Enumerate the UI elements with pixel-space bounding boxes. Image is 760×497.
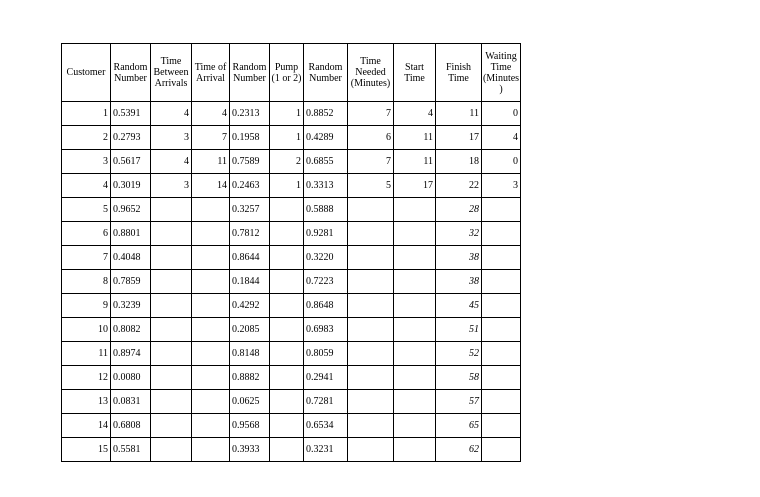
cell-time-needed: 6	[348, 126, 394, 150]
column-header-line: Time	[448, 72, 469, 84]
cell-random-number-3: 0.7281	[304, 390, 348, 414]
column-header-line: Time	[404, 72, 425, 84]
cell-time-between-arrivals	[151, 438, 192, 462]
cell-random-number-3: 0.8059	[304, 342, 348, 366]
cell-time-needed: 7	[348, 150, 394, 174]
cell-time-between-arrivals: 3	[151, 174, 192, 198]
cell-finish-time: 28	[436, 198, 482, 222]
cell-pump	[270, 438, 304, 462]
cell-time-of-arrival	[192, 246, 230, 270]
column-header-random-number-1	[111, 44, 151, 102]
cell-time-between-arrivals	[151, 342, 192, 366]
column-header-time-between-arrivals	[151, 44, 192, 102]
cell-time-of-arrival: 7	[192, 126, 230, 150]
cell-random-number-3: 0.6855	[304, 150, 348, 174]
table-header-row	[62, 44, 521, 102]
table-row	[62, 270, 521, 294]
cell-start-time	[394, 342, 436, 366]
table-row	[62, 342, 521, 366]
cell-random-number-2: 0.3933	[230, 438, 270, 462]
cell-random-number-1: 0.2793	[111, 126, 151, 150]
cell-finish-time: 38	[436, 246, 482, 270]
cell-random-number-3: 0.3231	[304, 438, 348, 462]
cell-customer: 9	[62, 294, 111, 318]
column-header-random-number-2	[230, 44, 270, 102]
cell-customer: 15	[62, 438, 111, 462]
cell-finish-time: 32	[436, 222, 482, 246]
cell-customer: 11	[62, 342, 111, 366]
simulation-table	[61, 43, 521, 462]
column-header-line: Number	[114, 72, 147, 84]
column-header-line: Pump	[274, 61, 299, 73]
table-row	[62, 438, 521, 462]
cell-random-number-2: 0.3257	[230, 198, 270, 222]
cell-waiting-time: 4	[482, 126, 521, 150]
cell-start-time: 17	[394, 174, 436, 198]
cell-random-number-3: 0.5888	[304, 198, 348, 222]
cell-time-of-arrival	[192, 198, 230, 222]
cell-random-number-1: 0.8801	[111, 222, 151, 246]
cell-start-time	[394, 222, 436, 246]
cell-customer: 3	[62, 150, 111, 174]
cell-waiting-time	[482, 390, 521, 414]
cell-time-between-arrivals	[151, 246, 192, 270]
cell-waiting-time	[482, 270, 521, 294]
cell-time-of-arrival: 4	[192, 102, 230, 126]
cell-time-needed	[348, 222, 394, 246]
column-header-time-of-arrival	[192, 44, 230, 102]
cell-waiting-time	[482, 246, 521, 270]
table-row	[62, 246, 521, 270]
cell-finish-time: 58	[436, 366, 482, 390]
column-header-line: Arrival	[196, 72, 225, 84]
cell-time-between-arrivals	[151, 318, 192, 342]
cell-finish-time: 11	[436, 102, 482, 126]
table-row	[62, 198, 521, 222]
cell-waiting-time	[482, 438, 521, 462]
column-header-line: Arrivals	[154, 78, 188, 89]
cell-waiting-time: 0	[482, 150, 521, 174]
cell-pump	[270, 342, 304, 366]
cell-pump	[270, 270, 304, 294]
cell-random-number-1: 0.0080	[111, 366, 151, 390]
cell-customer: 7	[62, 246, 111, 270]
cell-random-number-1: 0.7859	[111, 270, 151, 294]
cell-time-needed	[348, 414, 394, 438]
cell-pump	[270, 198, 304, 222]
cell-random-number-3: 0.9281	[304, 222, 348, 246]
cell-pump	[270, 366, 304, 390]
cell-random-number-2: 0.9568	[230, 414, 270, 438]
cell-customer: 13	[62, 390, 111, 414]
cell-random-number-1: 0.5581	[111, 438, 151, 462]
cell-pump	[270, 414, 304, 438]
cell-time-needed	[348, 198, 394, 222]
column-header-line: (Minutes	[482, 72, 520, 84]
table-row	[62, 414, 521, 438]
cell-random-number-2: 0.2463	[230, 174, 270, 198]
cell-start-time	[394, 318, 436, 342]
cell-time-between-arrivals: 3	[151, 126, 192, 150]
cell-time-needed	[348, 318, 394, 342]
cell-pump: 1	[270, 174, 304, 198]
cell-random-number-2: 0.0625	[230, 390, 270, 414]
column-header-line: Number	[309, 72, 342, 84]
cell-time-needed: 7	[348, 102, 394, 126]
cell-waiting-time	[482, 342, 521, 366]
cell-random-number-1: 0.4048	[111, 246, 151, 270]
cell-random-number-3: 0.8852	[304, 102, 348, 126]
table-row	[62, 222, 521, 246]
cell-time-needed	[348, 294, 394, 318]
cell-finish-time: 52	[436, 342, 482, 366]
cell-finish-time: 38	[436, 270, 482, 294]
cell-pump	[270, 294, 304, 318]
cell-start-time: 4	[394, 102, 436, 126]
cell-waiting-time	[482, 294, 521, 318]
cell-random-number-2: 0.1844	[230, 270, 270, 294]
cell-start-time: 11	[394, 150, 436, 174]
cell-customer: 10	[62, 318, 111, 342]
cell-finish-time: 57	[436, 390, 482, 414]
cell-time-of-arrival	[192, 414, 230, 438]
cell-random-number-2: 0.8148	[230, 342, 270, 366]
cell-random-number-1: 0.3239	[111, 294, 151, 318]
cell-time-of-arrival	[192, 270, 230, 294]
cell-random-number-2: 0.2313	[230, 102, 270, 126]
cell-time-needed	[348, 390, 394, 414]
cell-time-between-arrivals	[151, 222, 192, 246]
cell-start-time	[394, 438, 436, 462]
cell-random-number-2: 0.2085	[230, 318, 270, 342]
cell-time-needed	[348, 246, 394, 270]
cell-finish-time: 65	[436, 414, 482, 438]
cell-time-needed	[348, 342, 394, 366]
table-row	[62, 174, 521, 198]
cell-random-number-3: 0.4289	[304, 126, 348, 150]
cell-random-number-3: 0.2941	[304, 366, 348, 390]
cell-time-of-arrival	[192, 390, 230, 414]
cell-time-of-arrival	[192, 294, 230, 318]
cell-random-number-3: 0.6983	[304, 318, 348, 342]
cell-finish-time: 51	[436, 318, 482, 342]
cell-waiting-time	[482, 222, 521, 246]
cell-customer: 14	[62, 414, 111, 438]
cell-customer: 12	[62, 366, 111, 390]
column-header-line: Time	[360, 56, 381, 67]
table-row	[62, 150, 521, 174]
cell-start-time	[394, 198, 436, 222]
cell-random-number-2: 0.7812	[230, 222, 270, 246]
cell-random-number-1: 0.8974	[111, 342, 151, 366]
table-body	[62, 102, 521, 462]
column-header-line: (Minutes)	[350, 78, 391, 89]
column-header-line: Random	[232, 61, 267, 73]
cell-pump	[270, 390, 304, 414]
column-header-line: Needed	[355, 67, 386, 78]
cell-start-time	[394, 294, 436, 318]
cell-random-number-2: 0.7589	[230, 150, 270, 174]
column-header-random-number-3	[304, 44, 348, 102]
cell-start-time	[394, 390, 436, 414]
cell-finish-time: 22	[436, 174, 482, 198]
cell-random-number-2: 0.8882	[230, 366, 270, 390]
cell-random-number-1: 0.5617	[111, 150, 151, 174]
cell-customer: 4	[62, 174, 111, 198]
table-row	[62, 318, 521, 342]
column-header-line: Between	[153, 67, 189, 78]
cell-time-of-arrival	[192, 222, 230, 246]
cell-time-needed: 5	[348, 174, 394, 198]
cell-pump	[270, 318, 304, 342]
cell-time-of-arrival	[192, 366, 230, 390]
cell-finish-time: 18	[436, 150, 482, 174]
cell-random-number-2: 0.1958	[230, 126, 270, 150]
cell-random-number-3: 0.3313	[304, 174, 348, 198]
cell-random-number-1: 0.5391	[111, 102, 151, 126]
cell-time-between-arrivals	[151, 198, 192, 222]
table-row	[62, 390, 521, 414]
cell-random-number-1: 0.8082	[111, 318, 151, 342]
cell-time-between-arrivals	[151, 390, 192, 414]
cell-time-between-arrivals	[151, 294, 192, 318]
cell-random-number-3: 0.8648	[304, 294, 348, 318]
cell-time-between-arrivals	[151, 270, 192, 294]
column-header-time-needed	[348, 44, 394, 102]
column-header-line: (1 or 2)	[271, 72, 302, 84]
cell-finish-time: 45	[436, 294, 482, 318]
cell-start-time: 11	[394, 126, 436, 150]
cell-pump: 1	[270, 126, 304, 150]
cell-random-number-2: 0.8644	[230, 246, 270, 270]
column-header-line: Time of	[194, 61, 227, 73]
cell-random-number-1: 0.9652	[111, 198, 151, 222]
cell-random-number-1: 0.3019	[111, 174, 151, 198]
cell-random-number-3: 0.7223	[304, 270, 348, 294]
cell-pump: 2	[270, 150, 304, 174]
cell-time-of-arrival: 11	[192, 150, 230, 174]
cell-time-of-arrival	[192, 318, 230, 342]
cell-time-between-arrivals: 4	[151, 102, 192, 126]
cell-time-of-arrival	[192, 438, 230, 462]
column-header-line: Number	[233, 72, 266, 84]
column-header-line: Random	[308, 61, 343, 73]
cell-pump: 1	[270, 102, 304, 126]
table-row	[62, 366, 521, 390]
cell-time-needed	[348, 270, 394, 294]
cell-time-between-arrivals	[151, 414, 192, 438]
column-header-line: Finish	[445, 61, 471, 73]
cell-time-needed	[348, 366, 394, 390]
cell-waiting-time	[482, 414, 521, 438]
table-row	[62, 102, 521, 126]
cell-customer: 5	[62, 198, 111, 222]
cell-random-number-2: 0.4292	[230, 294, 270, 318]
column-header-customer	[62, 44, 111, 102]
cell-pump	[270, 222, 304, 246]
cell-start-time	[394, 414, 436, 438]
cell-time-of-arrival: 14	[192, 174, 230, 198]
cell-waiting-time	[482, 318, 521, 342]
cell-random-number-3: 0.6534	[304, 414, 348, 438]
cell-finish-time: 62	[436, 438, 482, 462]
cell-time-between-arrivals	[151, 366, 192, 390]
cell-start-time	[394, 246, 436, 270]
column-header-start-time	[394, 44, 436, 102]
cell-waiting-time	[482, 366, 521, 390]
cell-time-needed	[348, 438, 394, 462]
column-header-line: Time	[160, 56, 182, 67]
column-header-line: Random	[113, 61, 148, 73]
column-header-waiting-time	[482, 44, 521, 102]
column-header-line: )	[499, 83, 503, 95]
cell-pump	[270, 246, 304, 270]
cell-random-number-1: 0.0831	[111, 390, 151, 414]
cell-random-number-3: 0.3220	[304, 246, 348, 270]
table-row	[62, 126, 521, 150]
column-header-line: Waiting	[485, 50, 517, 62]
column-header-pump	[270, 44, 304, 102]
cell-time-between-arrivals: 4	[151, 150, 192, 174]
cell-start-time	[394, 366, 436, 390]
cell-waiting-time	[482, 198, 521, 222]
table-row	[62, 294, 521, 318]
cell-time-of-arrival	[192, 342, 230, 366]
column-header-line: Start	[405, 61, 424, 73]
column-header-line: Customer	[66, 67, 106, 78]
cell-start-time	[394, 270, 436, 294]
cell-customer: 2	[62, 126, 111, 150]
cell-waiting-time: 0	[482, 102, 521, 126]
cell-waiting-time: 3	[482, 174, 521, 198]
column-header-line: Time	[490, 61, 512, 73]
cell-finish-time: 17	[436, 126, 482, 150]
cell-random-number-1: 0.6808	[111, 414, 151, 438]
cell-customer: 6	[62, 222, 111, 246]
cell-customer: 8	[62, 270, 111, 294]
cell-customer: 1	[62, 102, 111, 126]
column-header-finish-time	[436, 44, 482, 102]
